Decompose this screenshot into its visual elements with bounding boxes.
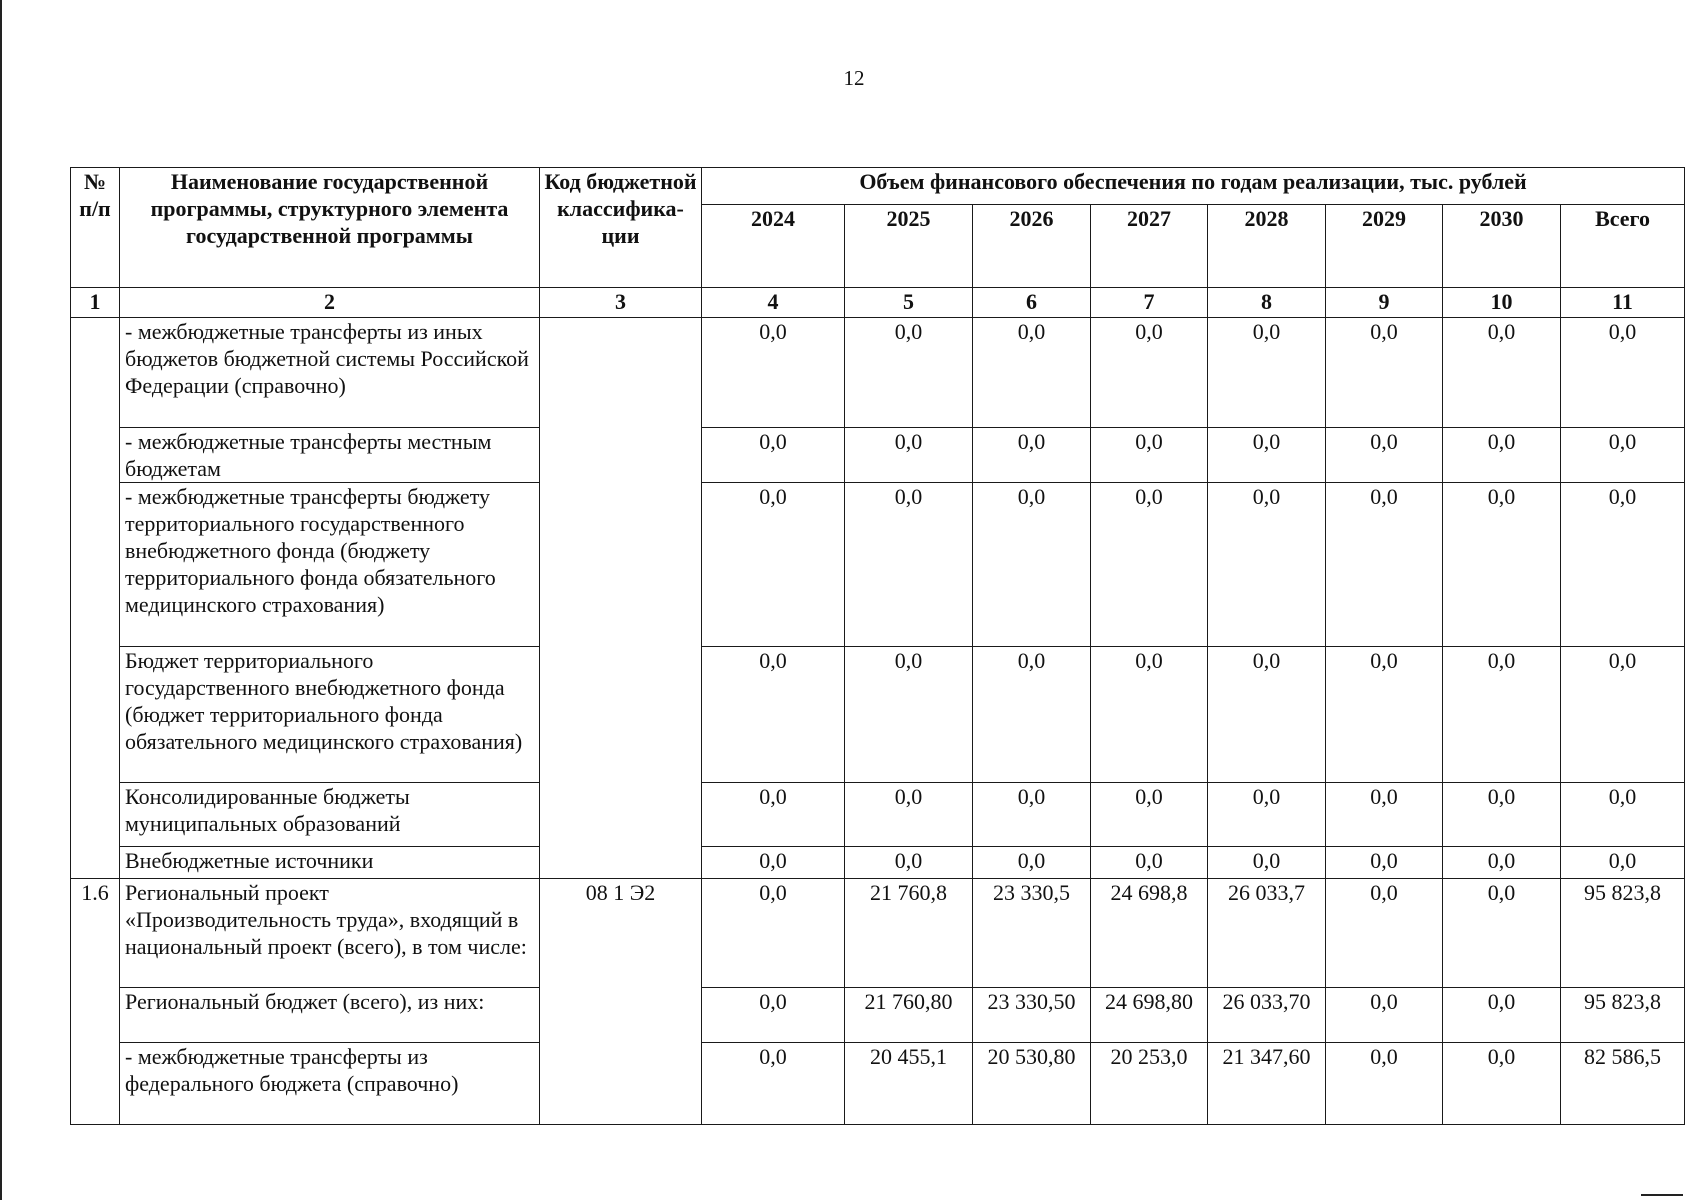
table-row xyxy=(71,988,1685,1043)
row-name: Бюджет территориального государственного внебюджетного фонда (бюджет территориального фонда обязательного медицинского страхования) xyxy=(120,647,540,783)
financing-table xyxy=(70,167,1685,1125)
value-cell: 21 760,80 xyxy=(845,988,973,1043)
page-number: 12 xyxy=(843,66,865,90)
table-header xyxy=(71,168,1685,318)
value-cell: 95 823,8 xyxy=(1561,879,1685,988)
value-cell: 0,0 xyxy=(1443,647,1561,783)
value-cell: 0,0 xyxy=(1561,483,1685,647)
value-cell: 0,0 xyxy=(702,318,845,428)
value-cell: 0,0 xyxy=(973,483,1091,647)
value-cell: 0,0 xyxy=(1443,1043,1561,1125)
table-row xyxy=(71,483,1685,647)
table-row xyxy=(71,318,1685,428)
row-name: Региональный бюджет (всего), из них: xyxy=(120,988,540,1043)
value-cell: 0,0 xyxy=(1443,428,1561,483)
value-cell: 0,0 xyxy=(973,318,1091,428)
column-number: 10 xyxy=(1443,288,1561,318)
value-cell: 0,0 xyxy=(1561,428,1685,483)
value-cell: 0,0 xyxy=(1443,847,1561,879)
value-cell: 0,0 xyxy=(845,483,973,647)
header-total: Всего xyxy=(1561,205,1685,288)
value-cell: 24 698,80 xyxy=(1091,988,1208,1043)
value-cell: 0,0 xyxy=(1561,647,1685,783)
value-cell: 0,0 xyxy=(1443,783,1561,847)
scan-edge-line xyxy=(1641,1194,1683,1196)
value-cell: 0,0 xyxy=(702,483,845,647)
value-cell: 21 760,8 xyxy=(845,879,973,988)
value-cell: 26 033,7 xyxy=(1208,879,1326,988)
value-cell: 0,0 xyxy=(1091,647,1208,783)
value-cell: 0,0 xyxy=(1091,847,1208,879)
value-cell: 0,0 xyxy=(845,318,973,428)
header-funding: Объем финансового обеспечения по годам реализации, тыс. рублей xyxy=(702,168,1685,205)
row-name: Региональный проект «Производительность труда», входящий в национальный проект (всего), в том числе: xyxy=(120,879,540,988)
value-cell: 23 330,50 xyxy=(973,988,1091,1043)
value-cell: 0,0 xyxy=(1208,428,1326,483)
value-cell: 0,0 xyxy=(1326,318,1443,428)
value-cell: 82 586,5 xyxy=(1561,1043,1685,1125)
column-number: 5 xyxy=(845,288,973,318)
row-name: - межбюджетные трансферты из федерального бюджета (справочно) xyxy=(120,1043,540,1125)
value-cell: 0,0 xyxy=(973,847,1091,879)
table-row xyxy=(71,428,1685,483)
column-number: 9 xyxy=(1326,288,1443,318)
table-body xyxy=(71,318,1685,1125)
value-cell: 0,0 xyxy=(702,988,845,1043)
header-year: 2028 xyxy=(1208,205,1326,288)
value-cell: 0,0 xyxy=(1326,483,1443,647)
header-name: Наименование государственной программы, структурного элемента государственной программы xyxy=(120,168,540,288)
value-cell: 0,0 xyxy=(1326,1043,1443,1125)
value-cell: 0,0 xyxy=(702,783,845,847)
value-cell: 0,0 xyxy=(973,647,1091,783)
value-cell: 0,0 xyxy=(1326,879,1443,988)
value-cell: 0,0 xyxy=(1208,647,1326,783)
value-cell: 0,0 xyxy=(702,1043,845,1125)
column-number: 11 xyxy=(1561,288,1685,318)
header-year: 2027 xyxy=(1091,205,1208,288)
column-number: 7 xyxy=(1091,288,1208,318)
value-cell: 0,0 xyxy=(1443,879,1561,988)
value-cell: 0,0 xyxy=(1091,318,1208,428)
value-cell: 0,0 xyxy=(1091,783,1208,847)
row-name: Консолидированные бюджеты муниципальных образований xyxy=(120,783,540,847)
value-cell: 26 033,70 xyxy=(1208,988,1326,1043)
header-year: 2030 xyxy=(1443,205,1561,288)
row-number xyxy=(71,318,120,879)
row-name: - межбюджетные трансферты из иных бюджетов бюджетной системы Российской Федерации (справочно) xyxy=(120,318,540,428)
column-number: 6 xyxy=(973,288,1091,318)
header-year: 2029 xyxy=(1326,205,1443,288)
table-row xyxy=(71,1043,1685,1125)
value-cell: 0,0 xyxy=(973,428,1091,483)
row-number: 1.6 xyxy=(71,879,120,1125)
value-cell: 0,0 xyxy=(1326,647,1443,783)
value-cell: 0,0 xyxy=(1326,783,1443,847)
header-year: 2025 xyxy=(845,205,973,288)
header-code: Код бюджетной классифика-ции xyxy=(540,168,702,288)
scan-edge-line xyxy=(0,0,2,1200)
table-row xyxy=(71,783,1685,847)
value-cell: 0,0 xyxy=(702,879,845,988)
value-cell: 0,0 xyxy=(973,783,1091,847)
value-cell: 0,0 xyxy=(1443,483,1561,647)
column-number: 2 xyxy=(120,288,540,318)
row-name: - межбюджетные трансферты бюджету территориального государственного внебюджетного фонда (бюджету территориального фонда обязательного медицинского страхования) xyxy=(120,483,540,647)
value-cell: 20 253,0 xyxy=(1091,1043,1208,1125)
header-num: № п/п xyxy=(71,168,120,288)
value-cell: 0,0 xyxy=(1326,988,1443,1043)
value-cell: 21 347,60 xyxy=(1208,1043,1326,1125)
value-cell: 0,0 xyxy=(845,428,973,483)
value-cell: 0,0 xyxy=(1208,483,1326,647)
value-cell: 0,0 xyxy=(1443,988,1561,1043)
value-cell: 0,0 xyxy=(845,847,973,879)
column-number-row xyxy=(71,288,1685,318)
value-cell: 0,0 xyxy=(1091,483,1208,647)
header-year: 2026 xyxy=(973,205,1091,288)
column-number: 8 xyxy=(1208,288,1326,318)
value-cell: 0,0 xyxy=(1208,783,1326,847)
value-cell: 20 530,80 xyxy=(973,1043,1091,1125)
value-cell: 0,0 xyxy=(1326,428,1443,483)
column-number: 3 xyxy=(540,288,702,318)
row-code xyxy=(540,318,702,879)
value-cell: 0,0 xyxy=(1561,783,1685,847)
value-cell: 24 698,8 xyxy=(1091,879,1208,988)
value-cell: 20 455,1 xyxy=(845,1043,973,1125)
value-cell: 0,0 xyxy=(1561,318,1685,428)
value-cell: 0,0 xyxy=(1326,847,1443,879)
value-cell: 0,0 xyxy=(1208,318,1326,428)
value-cell: 0,0 xyxy=(702,428,845,483)
value-cell: 95 823,8 xyxy=(1561,988,1685,1043)
header-year: 2024 xyxy=(702,205,845,288)
row-name: - межбюджетные трансферты местным бюджетам xyxy=(120,428,540,483)
table-row xyxy=(71,879,1685,988)
value-cell: 0,0 xyxy=(702,847,845,879)
value-cell: 0,0 xyxy=(845,783,973,847)
row-name: Внебюджетные источники xyxy=(120,847,540,879)
table-row xyxy=(71,847,1685,879)
row-code: 08 1 Э2 xyxy=(540,879,702,1125)
column-number: 1 xyxy=(71,288,120,318)
value-cell: 0,0 xyxy=(702,647,845,783)
value-cell: 0,0 xyxy=(1091,428,1208,483)
value-cell: 0,0 xyxy=(845,647,973,783)
value-cell: 0,0 xyxy=(1443,318,1561,428)
table-row xyxy=(71,647,1685,783)
column-number: 4 xyxy=(702,288,845,318)
value-cell: 0,0 xyxy=(1208,847,1326,879)
value-cell: 23 330,5 xyxy=(973,879,1091,988)
value-cell: 0,0 xyxy=(1561,847,1685,879)
